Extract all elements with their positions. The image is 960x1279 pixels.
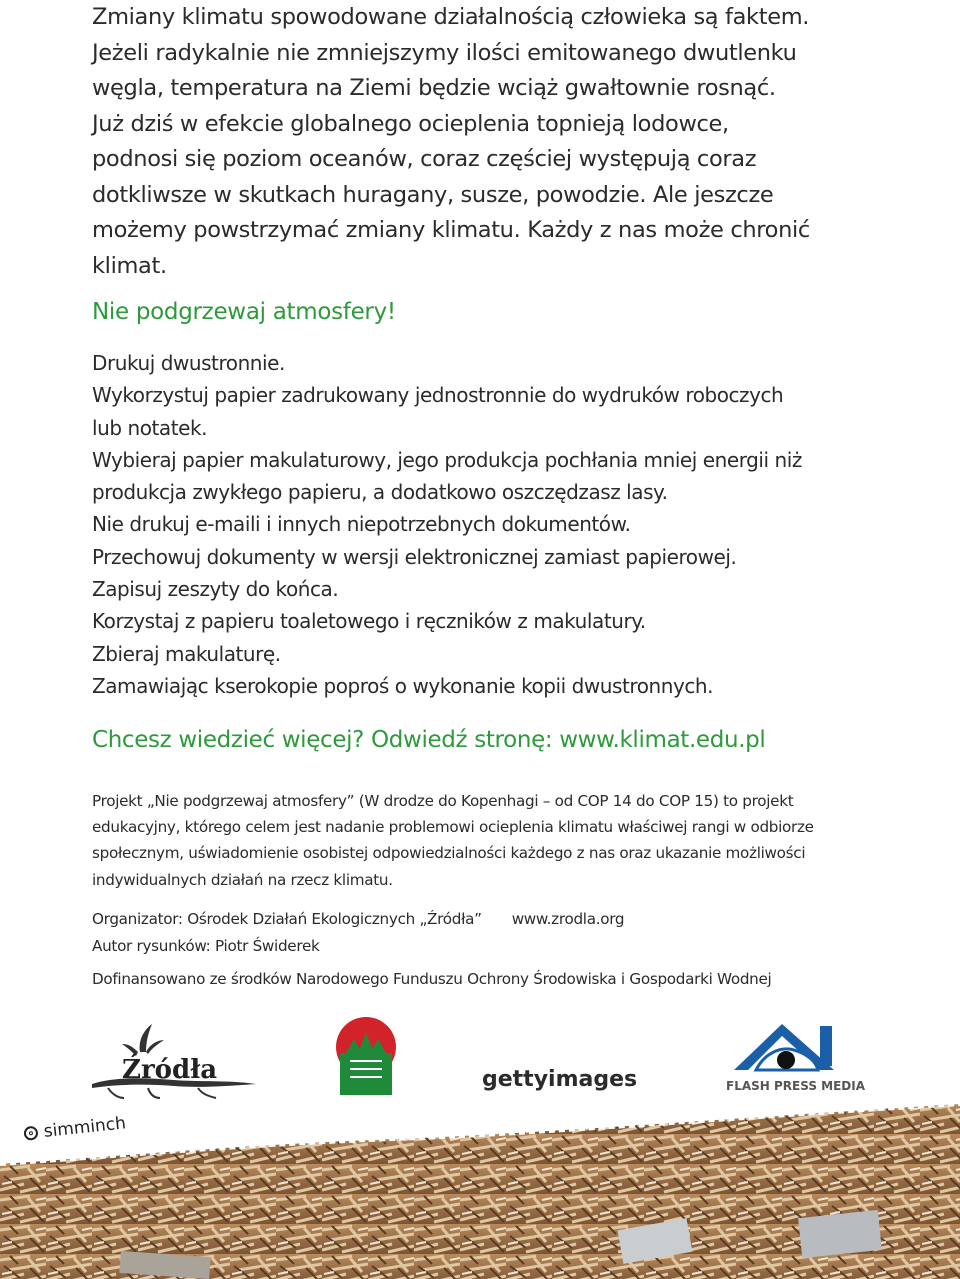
project-description [92,788,912,893]
tip-line: Zamawiając kserokopie poproś o wykonanie kopii dwustronnych. [92,673,714,698]
nfos-logo-mark [332,1017,400,1097]
intro-line: Zmiany klimatu spowodowane działalnością człowieka są faktem. [92,4,810,30]
tip-line: Korzystaj z papieru toaletowego i ręczników z makulatury. [92,609,646,634]
tip-line: Drukuj dwustronnie. [92,351,285,375]
campaign-slogan: Nie podgrzewaj atmosfery! [92,299,396,325]
tip-line: lub notatek. [92,415,207,440]
intro-line: podnosi się poziom oceanów, coraz częściej występują coraz [92,146,757,172]
getty-logo-mark [480,1060,640,1094]
funding-note: Dofinansowano ze środków Narodowego Funduszu Ochrony Środowiska i Gospodarki Wodnej [92,970,772,988]
intro-line: Jeżeli radykalnie nie zmniejszymy ilości emitowanego dwutlenku [92,39,797,66]
zrodla-logo-mark [88,1022,260,1100]
organizer-url[interactable]: www.zrodla.org [511,910,625,928]
project-line: społecznym, uświadomienie osobistej odpowiedzialności każdego z nas oraz ukazanie możliwości [92,844,806,863]
tip-line: Przechowuj dokumenty w wersji elektronicznej zamiast papierowej. [92,544,737,569]
project-line: edukacyjny, którego celem jest nadanie problemowi ocieplenia klimatu właściwej rangi w odbiorze [92,818,814,837]
intro-line: klimat. [92,252,167,279]
getty-logo-text: gettyimages [482,1067,638,1092]
tips-list [92,347,912,702]
flash-logo-text: FLASH PRESS MEDIA [726,1079,866,1093]
debris-photo [0,1104,960,1279]
tip-line: produkcja zwykłego papieru, a dodatkowo oszczędzasz lasy. [92,480,668,505]
tip-line: Zbieraj makulaturę. [92,641,281,666]
credits [92,906,624,959]
copyright-icon [23,1126,38,1141]
project-line: indywidualnych działań na rzecz klimatu. [92,870,393,889]
tip-line: Wykorzystuj papier zadrukowany jednostronnie do wydruków roboczych [92,383,784,408]
zrodla-logo-text: Źródła [122,1055,218,1085]
getty-images-logo [480,1060,640,1094]
flash-logo-mark [720,1020,866,1096]
photo-credit-text: simminch [42,1113,127,1142]
organizer-row [92,906,624,933]
intro-line: Już dziś w efekcie globalnego ocieplenia topnieją lodowce, [92,110,729,137]
intro-paragraph [92,0,902,284]
tip-line: Nie drukuj e-maili i innych niepotrzebnych dokumentów. [92,512,631,537]
intro-line: możemy powstrzymać zmiany klimatu. Każdy z nas może chronić [92,217,810,243]
tip-line: Zapisuj zeszyty do końca. [92,577,339,602]
intro-line: węgla, temperatura na Ziemi będzie wciąż gwałtownie rosnąć. [92,75,776,101]
project-line: Projekt „Nie podgrzewaj atmosfery” (W drodze do Kopenhagi – od COP 14 do COP 15) to projekt [92,792,794,810]
more-info-link[interactable]: Chcesz wiedzieć więcej? Odwiedź stronę: www.klimat.edu.pl [92,727,766,753]
nfos-logo [332,1017,400,1097]
tip-line: Wybieraj papier makulaturowy, jego produkcja pochłania mniej energii niż [92,447,802,472]
zrodla-logo [88,1022,260,1100]
organizer-text: Organizator: Ośrodek Działań Ekologicznych „Źródła” [92,910,482,928]
illustrator-text: Autor rysunków: Piotr Świderek [92,936,320,955]
intro-line: dotkliwsze w skutkach huragany, susze, powodzie. Ale jeszcze [92,181,774,208]
flash-press-media-logo [720,1020,866,1096]
